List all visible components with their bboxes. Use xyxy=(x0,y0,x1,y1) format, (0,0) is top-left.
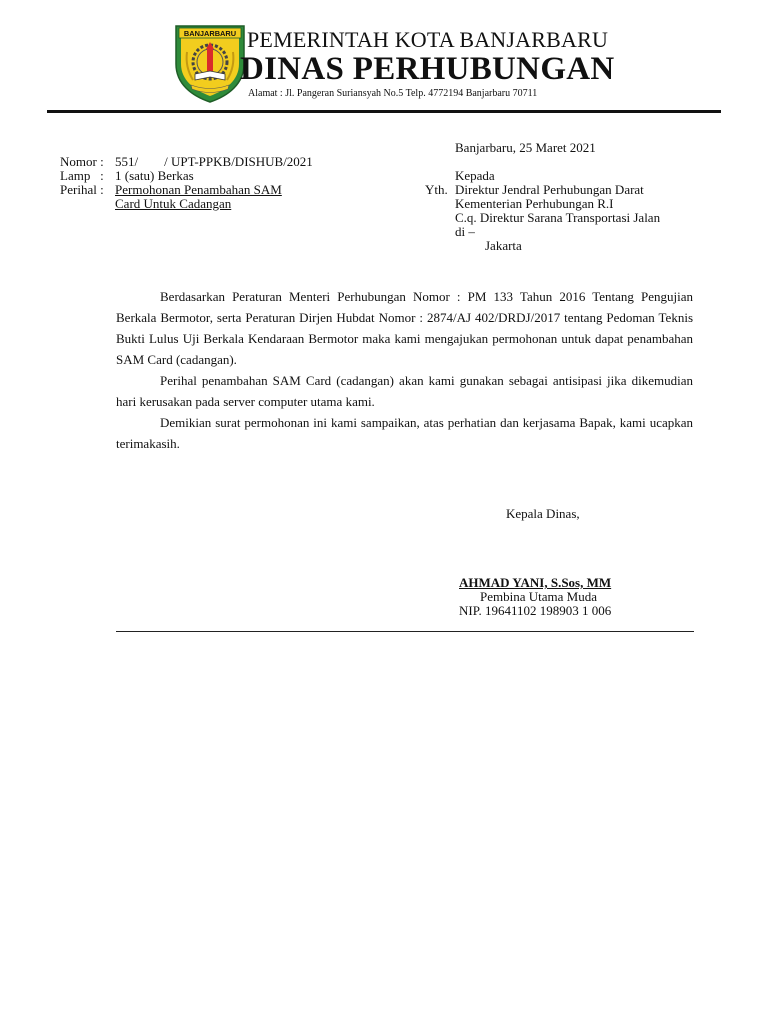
letter-date: Banjarbaru, 25 Maret 2021 xyxy=(455,140,596,155)
signature-title: Kepala Dinas, xyxy=(506,506,580,521)
signatory-rank: Pembina Utama Muda xyxy=(480,589,597,604)
body-paragraph-2-text: Perihal penambahan SAM Card (cadangan) akan kami gunakan sebagai antisipasi jika dikemudian hari kerusakan pada server computer utama kami. xyxy=(116,373,693,409)
signatory-name: AHMAD YANI, S.Sos, MM xyxy=(459,575,612,590)
body-paragraph-3 xyxy=(116,412,693,454)
body-paragraph-1-text: Berdasarkan Peraturan Menteri Perhubungan Nomor : PM 133 Tahun 2016 Tentang Pengujian Berkala Bermotor, serta Peraturan Dirjen Hubdat Nomor : 2874/AJ 402/DRDJ/2017 tentang Pedoman Teknis Bukti Lulus Uji Berkala Kendaraan Bermotor maka kami mengajukan permohonan untuk dapat penambahan SAM Card (cadangan). xyxy=(116,289,693,367)
recipient-city: Jakarta xyxy=(485,238,522,253)
perihal-value-line1: Permohonan Penambahan SAM xyxy=(115,182,282,197)
recipient-yth: Yth. xyxy=(425,182,448,197)
letterhead-address: Alamat : Jl. Pangeran Suriansyah No.5 Telp. 4772194 Banjarbaru 70711 xyxy=(248,88,538,99)
logo-text: BANJARBARU xyxy=(183,29,237,39)
recipient-line2: Kementerian Perhubungan R.I xyxy=(455,196,614,211)
letterhead-department-name: DINAS PERHUBUNGAN xyxy=(240,51,615,87)
lamp-value: 1 (satu) Berkas xyxy=(115,168,194,183)
letterhead-divider xyxy=(47,110,721,113)
perihal-label: Perihal : xyxy=(60,182,104,197)
nomor-label: Nomor : xyxy=(60,154,104,169)
nomor-value: 551/ / UPT-PPKB/DISHUB/2021 xyxy=(115,154,313,169)
footer-divider xyxy=(116,631,694,632)
signatory-nip: NIP. 19641102 198903 1 006 xyxy=(459,603,612,618)
letterhead-government-name: PEMERINTAH KOTA BANJARBARU xyxy=(247,27,609,52)
lamp-label: Lamp : xyxy=(60,168,104,183)
perihal-value-line2: Card Untuk Cadangan xyxy=(115,196,232,211)
recipient-line1: Direktur Jendral Perhubungan Darat xyxy=(455,182,644,197)
body-paragraph-2 xyxy=(116,370,693,412)
body-paragraph-1 xyxy=(116,286,693,370)
recipient-line3: C.q. Direktur Sarana Transportasi Jalan xyxy=(455,210,661,225)
recipient-kepada: Kepada xyxy=(455,168,495,183)
city-emblem-logo xyxy=(173,22,247,104)
body-paragraph-3-text: Demikian surat permohonan ini kami sampaikan, atas perhatian dan kerjasama Bapak, kami ucapkan terimakasih. xyxy=(116,415,693,451)
recipient-line4: di – xyxy=(455,224,475,239)
